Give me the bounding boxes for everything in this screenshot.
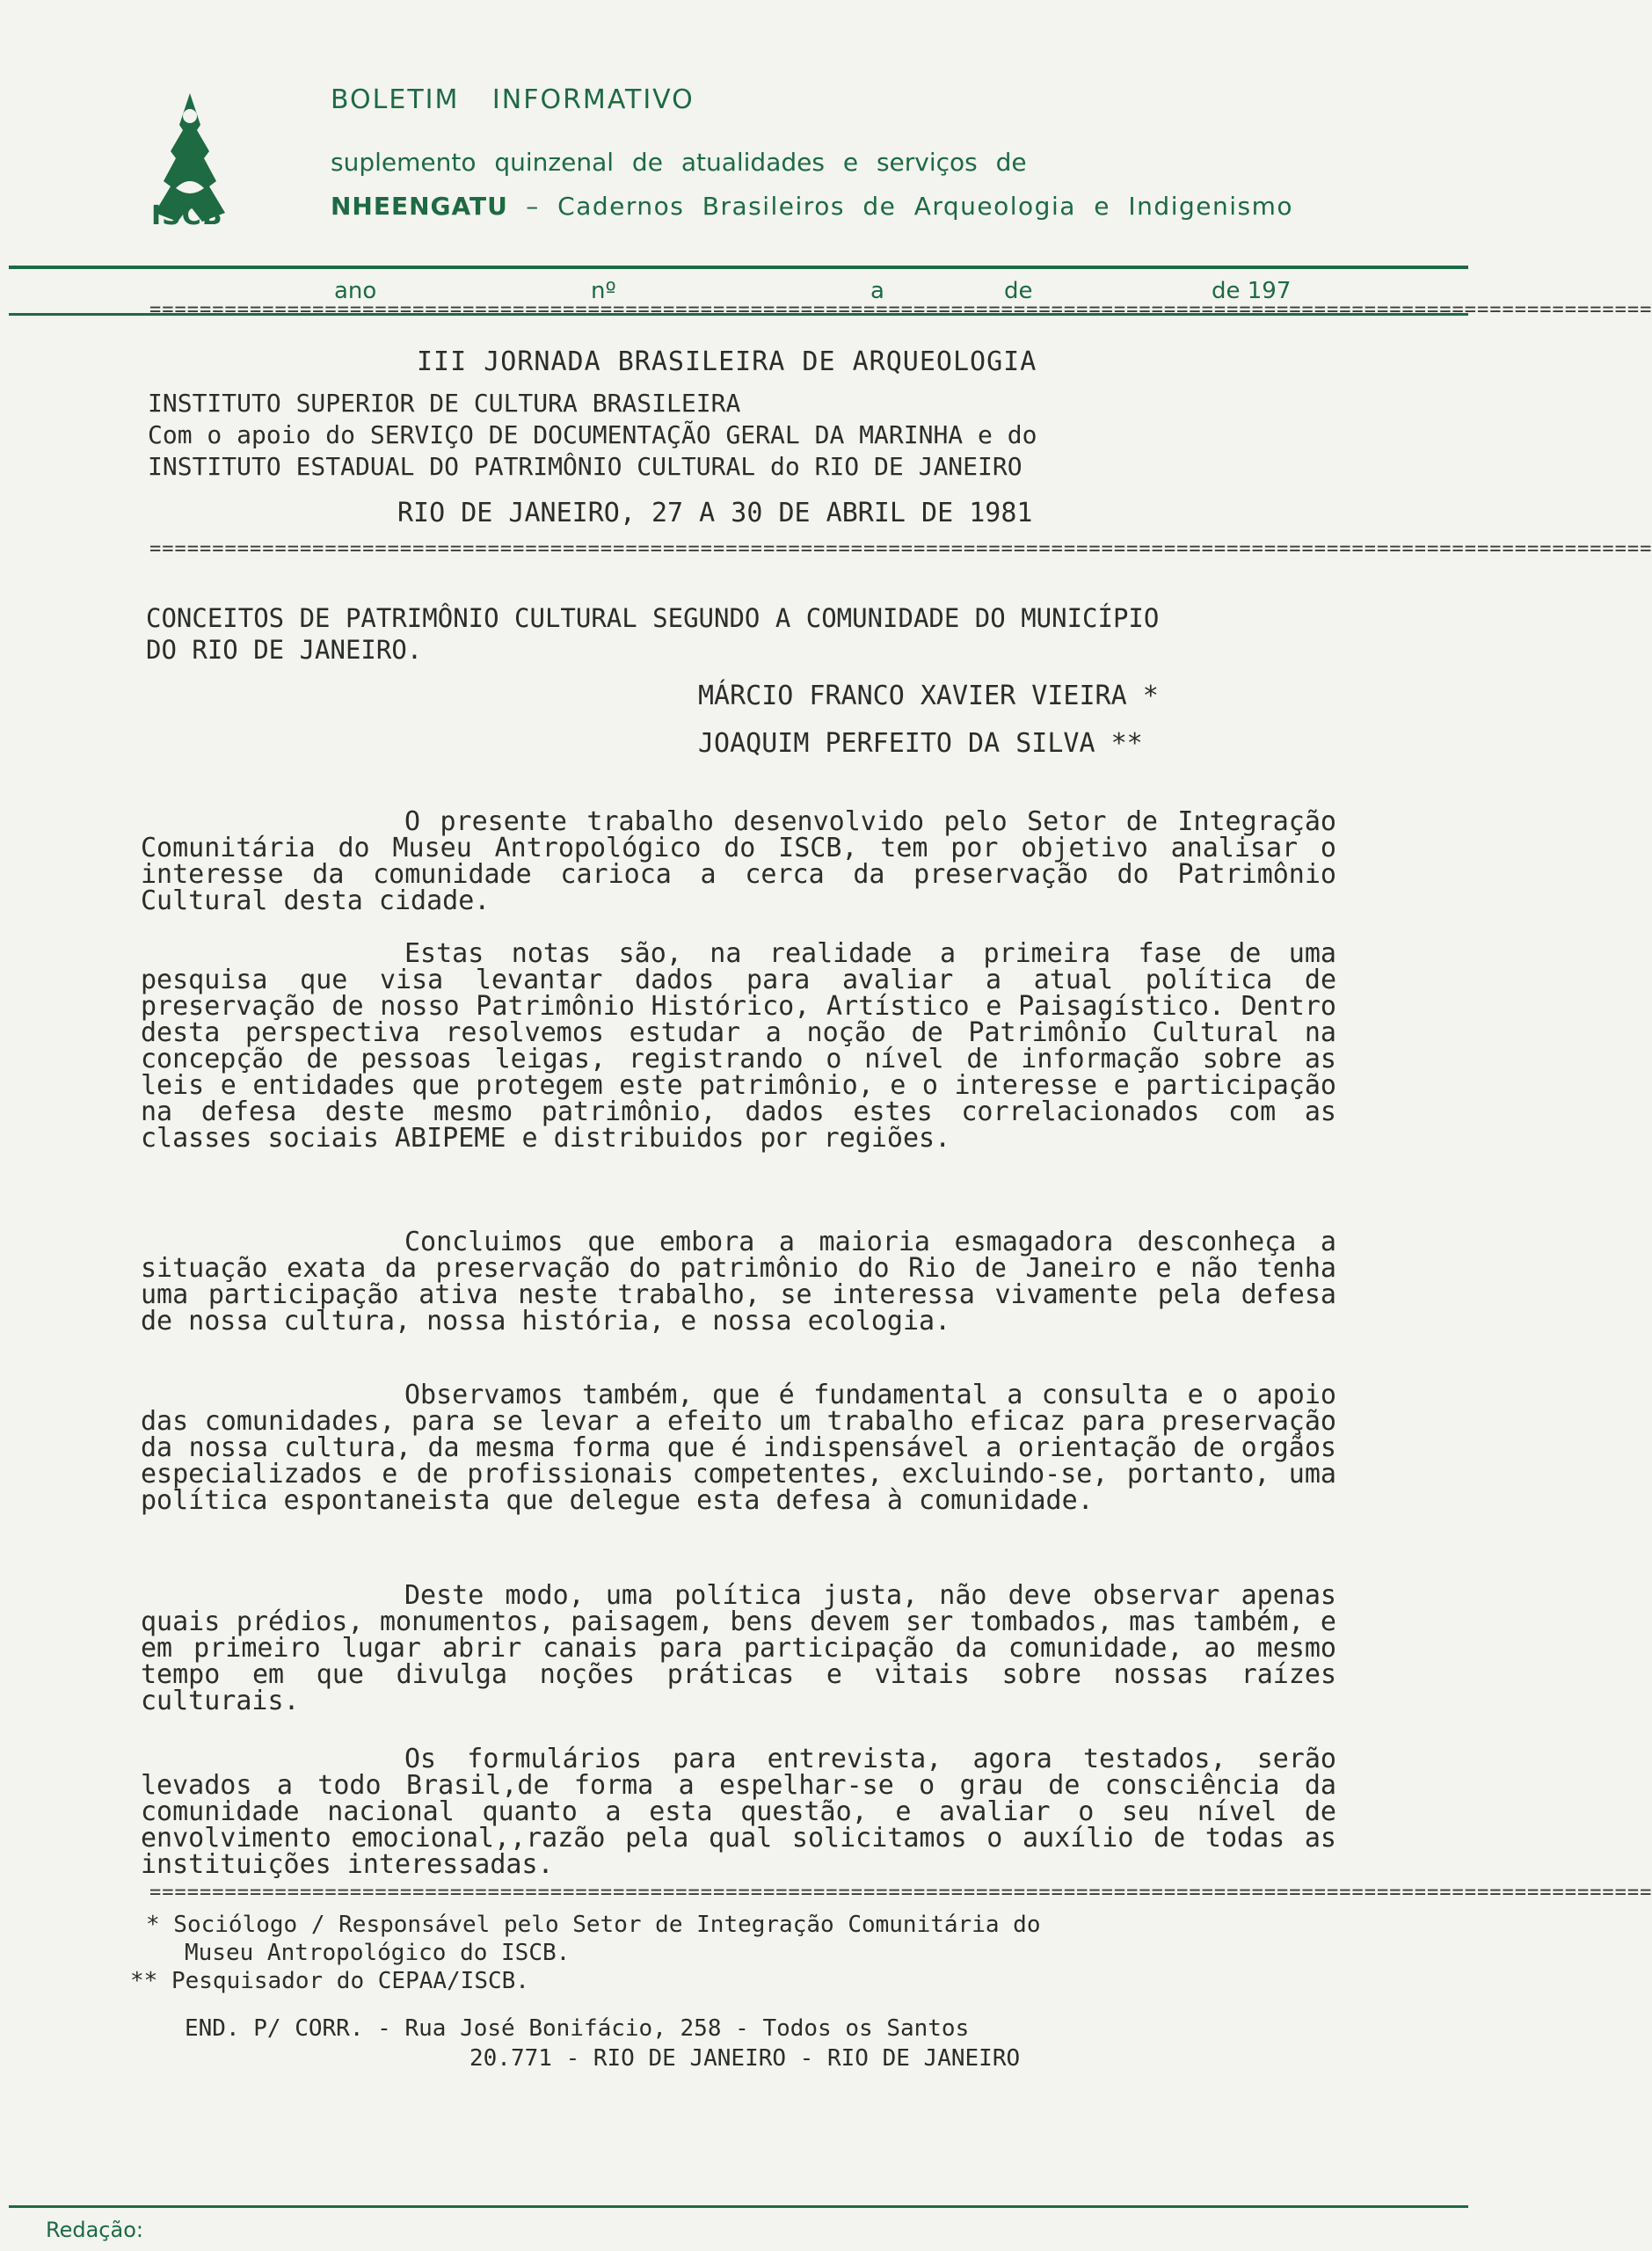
field-year: de 197 [1212,278,1292,304]
header-rule-top [9,266,1468,269]
logo-label: ISCB [151,200,223,231]
footnote-1-line1: * Sociólogo / Responsável pelo Setor de Integração Comunitária do [146,1912,1041,1938]
author-1: MÁRCIO FRANCO XAVIER VIEIRA * [698,681,1159,711]
divider-mid: ======================================================================================================================== [149,538,1652,560]
article-title-line1: CONCEITOS DE PATRIMÔNIO CULTURAL SEGUNDO A COMUNIDADE DO MUNICÍPIO [146,603,1160,633]
footnote-1-line2: Museu Antropológico do ISCB. [185,1940,571,1966]
event-support: Com o apoio do SERVIÇO DE DOCUMENTAÇÃO GERAL DA MARINHA e do [148,420,1037,449]
footer-rule [9,2205,1468,2208]
event-institute: INSTITUTO SUPERIOR DE CULTURA BRASILEIRA [148,389,741,418]
publication-name: NHEENGATU [331,192,508,221]
footnote-2: ** Pesquisador do CEPAA/ISCB. [130,1968,529,1994]
event-title: III JORNADA BRASILEIRA DE ARQUEOLOGIA [417,346,1037,377]
event-place-date: RIO DE JANEIRO, 27 A 30 DE ABRIL DE 1981 [397,498,1033,528]
event-institute-state: INSTITUTO ESTADUAL DO PATRIMÔNIO CULTURAL do RIO DE JANEIRO [148,452,1022,481]
publication-subtitle: – Cadernos Brasileiros de Arqueologia e Indigenismo [507,192,1293,221]
divider-footnotes: ======================================================================================================================== [149,1882,1652,1904]
author-2: JOAQUIM PERFEITO DA SILVA ** [698,728,1143,759]
correspondence-address-line2: 20.771 - RIO DE JANEIRO - RIO DE JANEIRO [469,2045,1021,2072]
bulletin-title: BOLETIM INFORMATIVO [331,84,695,115]
paragraph-1: O presente trabalho desenvolvido pelo Setor de Integração Comunitária do Museu Antropológico do ISCB, tem por objetivo analisar o interesse da comunidade carioca a cerca da preservação do Patrimônio Cultural desta cidade. [141,806,1336,916]
paragraph-4: Observamos também, que é fundamental a consulta e o apoio das comunidades, para se levar a efeito um trabalho eficaz para preservação da nossa cultura, da mesma forma que é indispensável a orientação de orgãos especializados e de profissionais competentes, excluindo-se, portanto, uma política espontaneista que delegue esta defesa à comunidade. [141,1380,1336,1516]
paragraph-6: Os formulários para entrevista, agora testados, serão levados a todo Brasil,de forma a espelhar-se o grau de consciência da comunidade nacional quanto a esta questão, e avaliar o seu nível de envolvimento emocional,,razão pela qual solicitamos o auxílio de todas as instituições interessadas. [141,1744,1336,1880]
field-a: a [870,278,884,304]
publication-line [331,192,1293,221]
paragraph-2: Estas notas são, na realidade a primeira fase de uma pesquisa que visa levantar dados para avaliar a atual política de preservação de nosso Patrimônio Histórico, Artístico e Paisagístico. Dentro desta perspectiva resolvemos estudar a noção de Patrimônio Cultural na concepção de pessoas leigas, registrando o nível de informação sobre as leis e entidades que protegem este patrimônio, e o interesse e participação na defesa deste mesmo patrimônio, dados estes correlacionados com as classes sociais ABIPEME e distribuidos por regiões. [141,938,1336,1154]
paragraph-5: Deste modo, uma política justa, não deve observar apenas quais prédios, monumentos, paisagem, bens devem ser tombados, mas também, e em primeiro lugar abrir canais para participação da comunidade, ao mesmo tempo em que divulga noções práticas e vitais sobre nossas raízes culturais. [141,1580,1336,1716]
paragraph-3: Concluimos que embora a maioria esmagadora desconheça a situação exata da preservação do patrimônio do Rio de Janeiro e não tenha uma participação ativa neste trabalho, se interessa vivamente pela defesa de nossa cultura, nossa história, e nossa ecologia. [141,1227,1336,1337]
divider-top: ======================================================================================================================== [149,299,1652,321]
field-numero: nº [591,278,616,304]
correspondence-address-line1: END. P/ CORR. - Rua José Bonifácio, 258 - Todos os Santos [185,2015,970,2042]
field-de: de [1004,278,1033,304]
redacao-label: Redação: [46,2218,143,2242]
article-title-line2: DO RIO DE JANEIRO. [146,635,423,665]
field-ano: ano [334,278,377,304]
supplement-line: suplemento quinzenal de atualidades e serviços de [331,148,1027,177]
